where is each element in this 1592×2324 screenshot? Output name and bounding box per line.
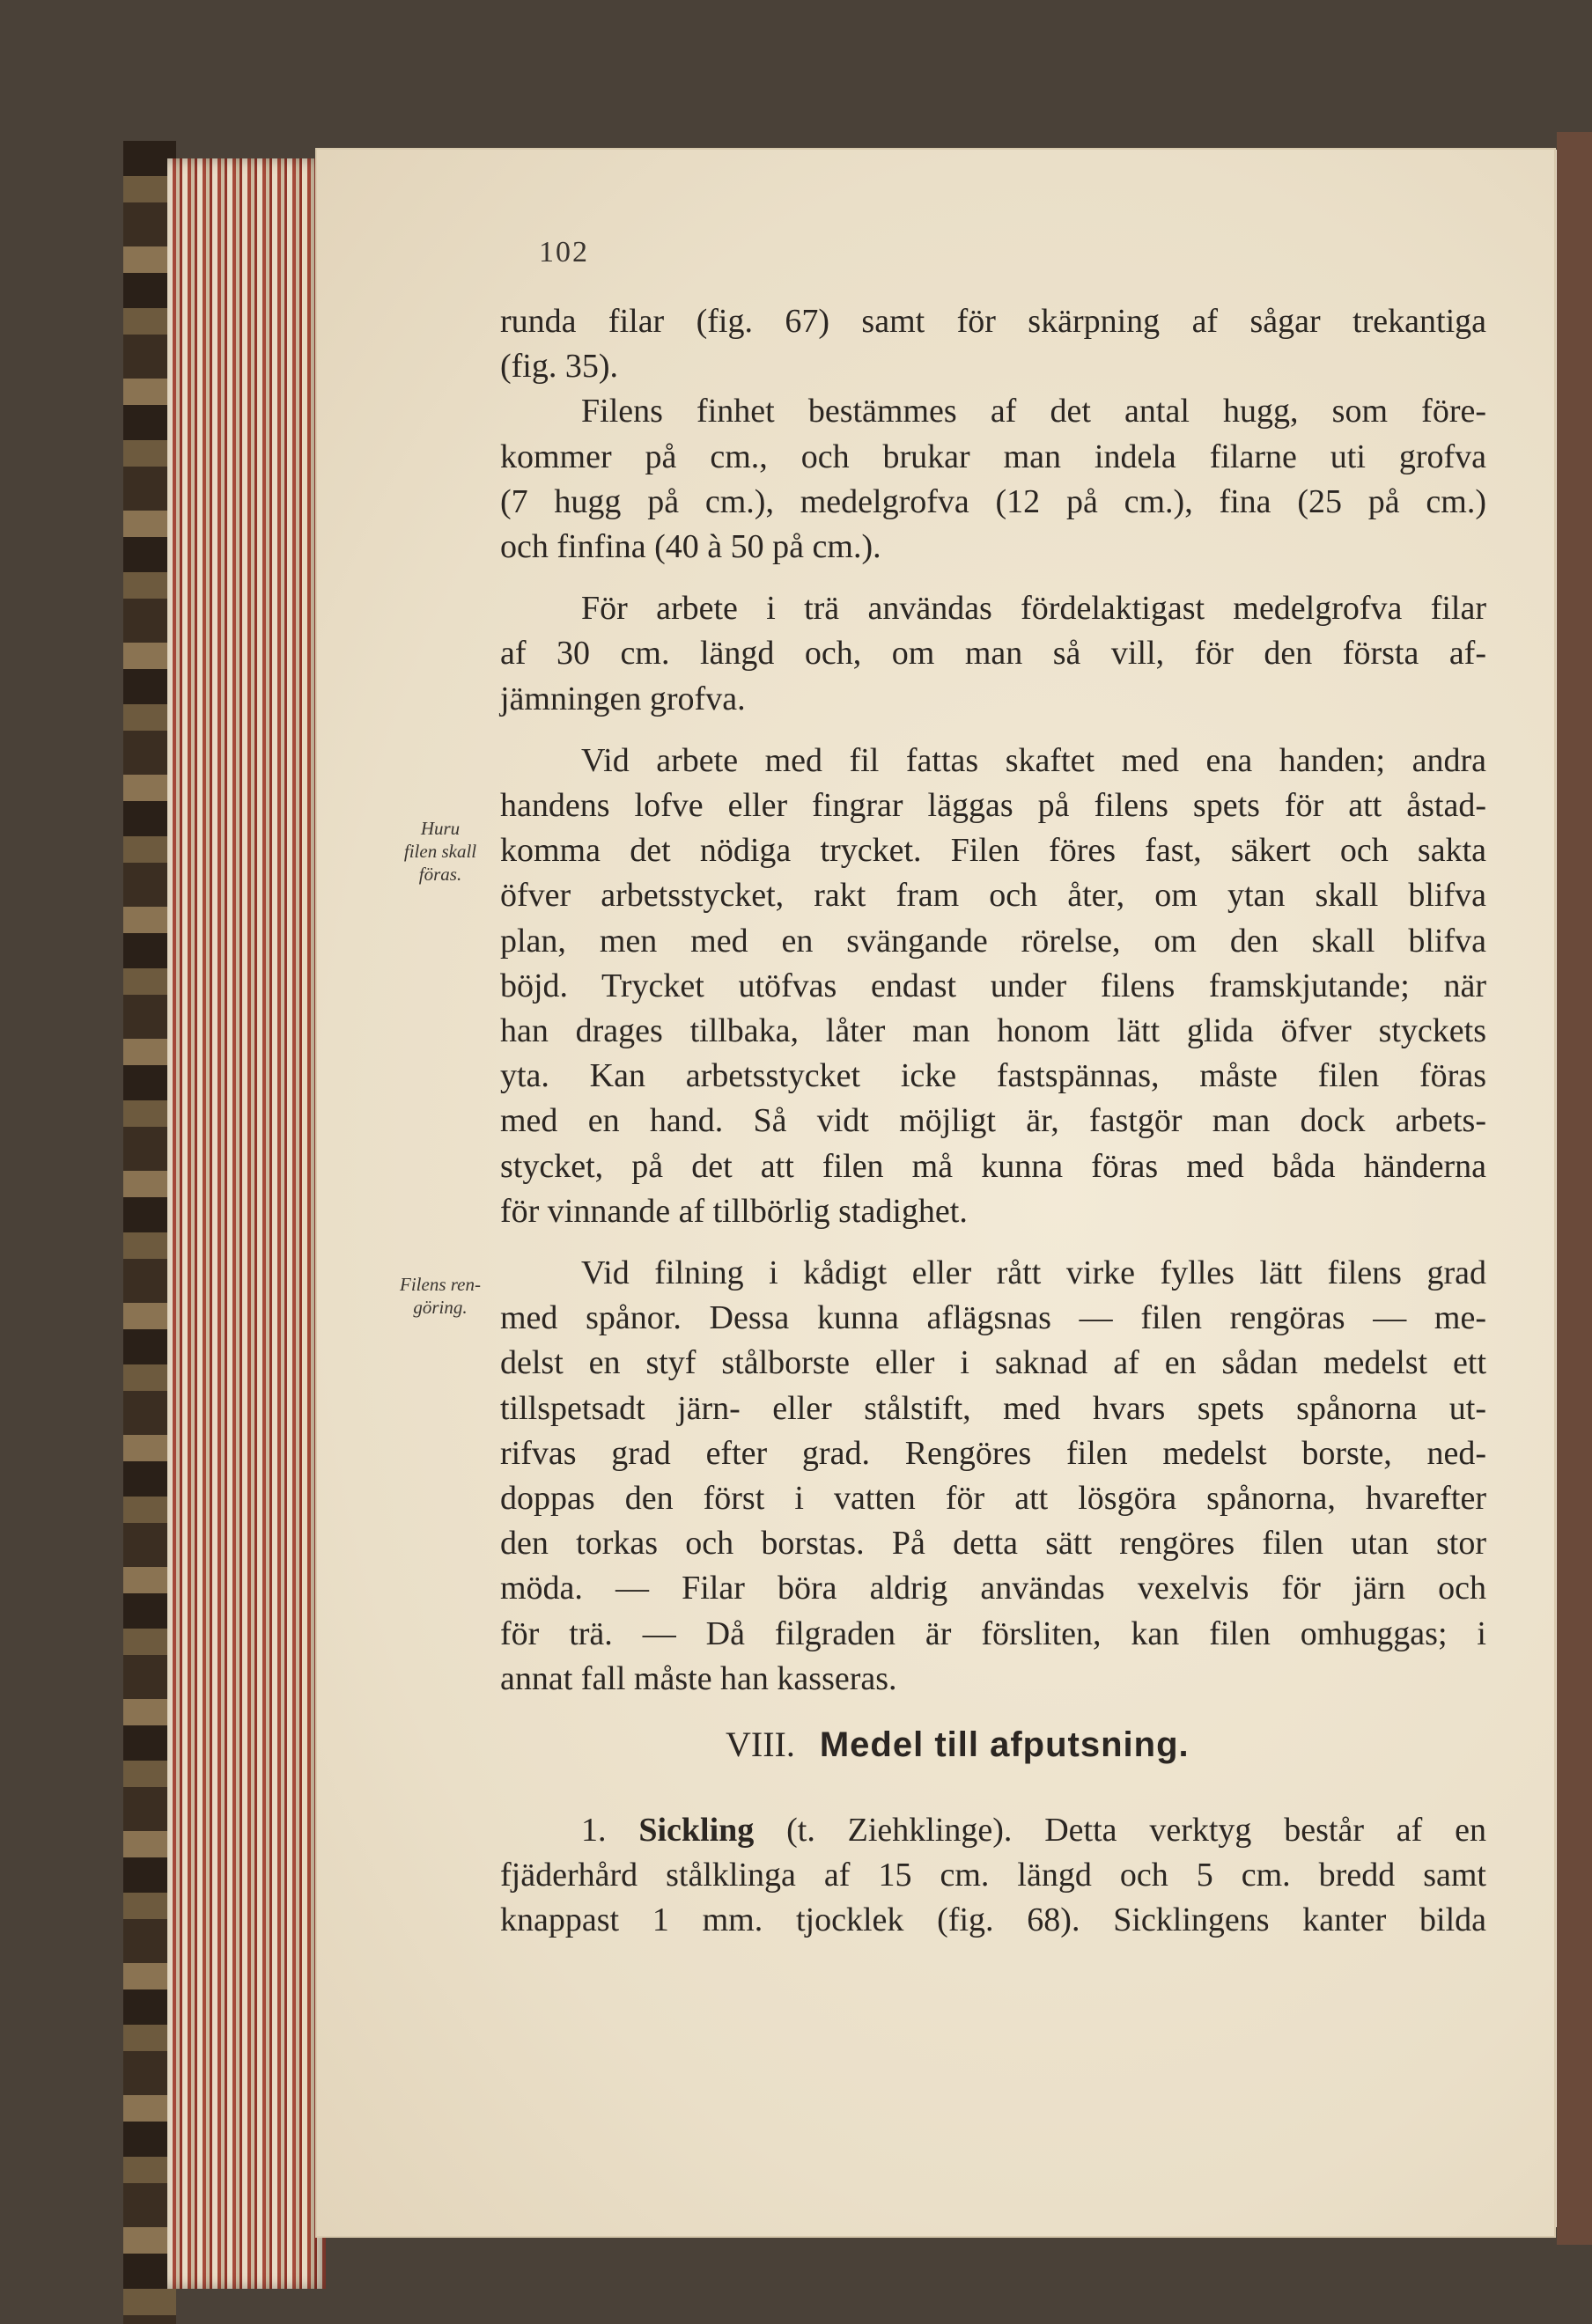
text-line: delst en styf stålborste eller i saknad af en sådan medelst ett — [500, 1344, 1486, 1382]
section-term: Sickling — [638, 1812, 755, 1849]
text-line: plan, men med en svängande rörelse, om den skall blifva — [500, 922, 1486, 960]
book-cover-right — [1557, 132, 1592, 2245]
text-line: med en hand. Så vidt möjligt är, fastgör man dock arbets- — [500, 1102, 1486, 1140]
paragraph — [500, 586, 1486, 722]
text-line: med spånor. Dessa kunna aflägsnas — filen rengöras — me- — [500, 1299, 1486, 1337]
page-edges-left — [167, 158, 326, 2289]
text-line: Filens finhet bestämmes af det antal hugg, som före- — [581, 393, 1486, 430]
text-line: stycket, på det att filen må kunna föras med båda händerna — [500, 1147, 1486, 1185]
page-number: 102 — [539, 236, 589, 268]
paragraph — [500, 1251, 1486, 1702]
margin-note-line: föras. — [418, 864, 462, 885]
text-line: af 30 cm. längd och, om man så vill, för den första af- — [500, 635, 1486, 673]
margin-note-rengoring — [370, 1273, 511, 1319]
margin-note-line: göring. — [413, 1297, 468, 1318]
section-number: 1. — [581, 1812, 607, 1849]
text-line: För arbete i trä användas fördelaktigast medelgrofva filar — [581, 590, 1486, 628]
text-line: fjäderhård stålklinga af 15 cm. längd och 5 cm. bredd samt — [500, 1857, 1486, 1894]
paragraph — [500, 299, 1486, 389]
paragraph — [500, 389, 1486, 570]
chapter-number: VIII. — [726, 1725, 795, 1764]
text-line: böjd. Trycket utöfvas endast under filens framskjutande; när — [500, 967, 1486, 1004]
text-line: Vid arbete med fil fattas skaftet med ena handen; andra — [581, 741, 1486, 779]
text-line: knappast 1 mm. tjocklek (fig. 68). Sicklingens kanter bilda — [500, 1901, 1486, 1939]
text-line: (fig. 35). — [500, 348, 619, 386]
text-line: komma det nödiga trycket. Filen föres fast, säkert och sakta — [500, 832, 1486, 870]
text-line: Vid filning i kådigt eller rått virke fylles lätt filens grad — [581, 1254, 1486, 1292]
margin-note-line: Filens ren- — [400, 1274, 481, 1295]
paragraph — [500, 739, 1486, 1234]
text-line: runda filar (fig. 67) samt för skärpning af sågar trekantiga — [500, 303, 1486, 340]
text-line: rifvas grad efter grad. Rengöres filen medelst borste, ned- — [500, 1434, 1486, 1472]
text-line: (7 hugg på cm.), medelgrofva (12 på cm.), fina (25 på cm.) — [500, 482, 1486, 520]
text-line: möda. — Filar böra aldrig användas vexelvis för järn och — [500, 1570, 1486, 1607]
chapter-title: Medel till afputsning. — [819, 1725, 1190, 1764]
section-sickling — [500, 1808, 1486, 1944]
text-line: annat fall måste han kasseras. — [500, 1659, 897, 1697]
text-line: kommer på cm., och brukar man indela filarne uti grofva — [500, 438, 1486, 475]
section-first-line — [500, 1808, 1486, 1853]
text-line: yta. Kan arbetsstycket icke fastspännas, måste filen föras — [500, 1057, 1486, 1095]
margin-note-line: Huru — [420, 818, 461, 839]
text-line: (t. Ziehklinge). Detta verktyg består af en — [754, 1812, 1486, 1849]
body-text — [500, 299, 1486, 1702]
text-line: för trä. — Då filgraden är försliten, kan filen omhuggas; i — [500, 1614, 1486, 1652]
chapter-heading — [726, 1724, 1190, 1765]
text-line: doppas den först i vatten för att lösgöra spånorna, hvarefter — [500, 1480, 1486, 1518]
text-line: den torkas och borstas. På detta sätt rengöres filen utan stor — [500, 1525, 1486, 1563]
margin-note-line: filen skall — [403, 841, 477, 862]
text-line: han drages tillbaka, låter man honom lätt glida öfver styckets — [500, 1012, 1486, 1050]
text-line: jämningen grofva. — [500, 680, 746, 717]
text-line: och finfina (40 à 50 på cm.). — [500, 528, 881, 566]
text-line: öfver arbetsstycket, rakt fram och åter, om ytan skall blifva — [500, 877, 1486, 915]
text-line: för vinnande af tillbörlig stadighet. — [500, 1192, 968, 1230]
text-line: handens lofve eller fingrar läggas på filens spets för att åstad- — [500, 787, 1486, 825]
text-line: tillspetsadt järn- eller stålstift, med hvars spets spånorna ut- — [500, 1389, 1486, 1427]
margin-note-huru — [370, 817, 511, 886]
